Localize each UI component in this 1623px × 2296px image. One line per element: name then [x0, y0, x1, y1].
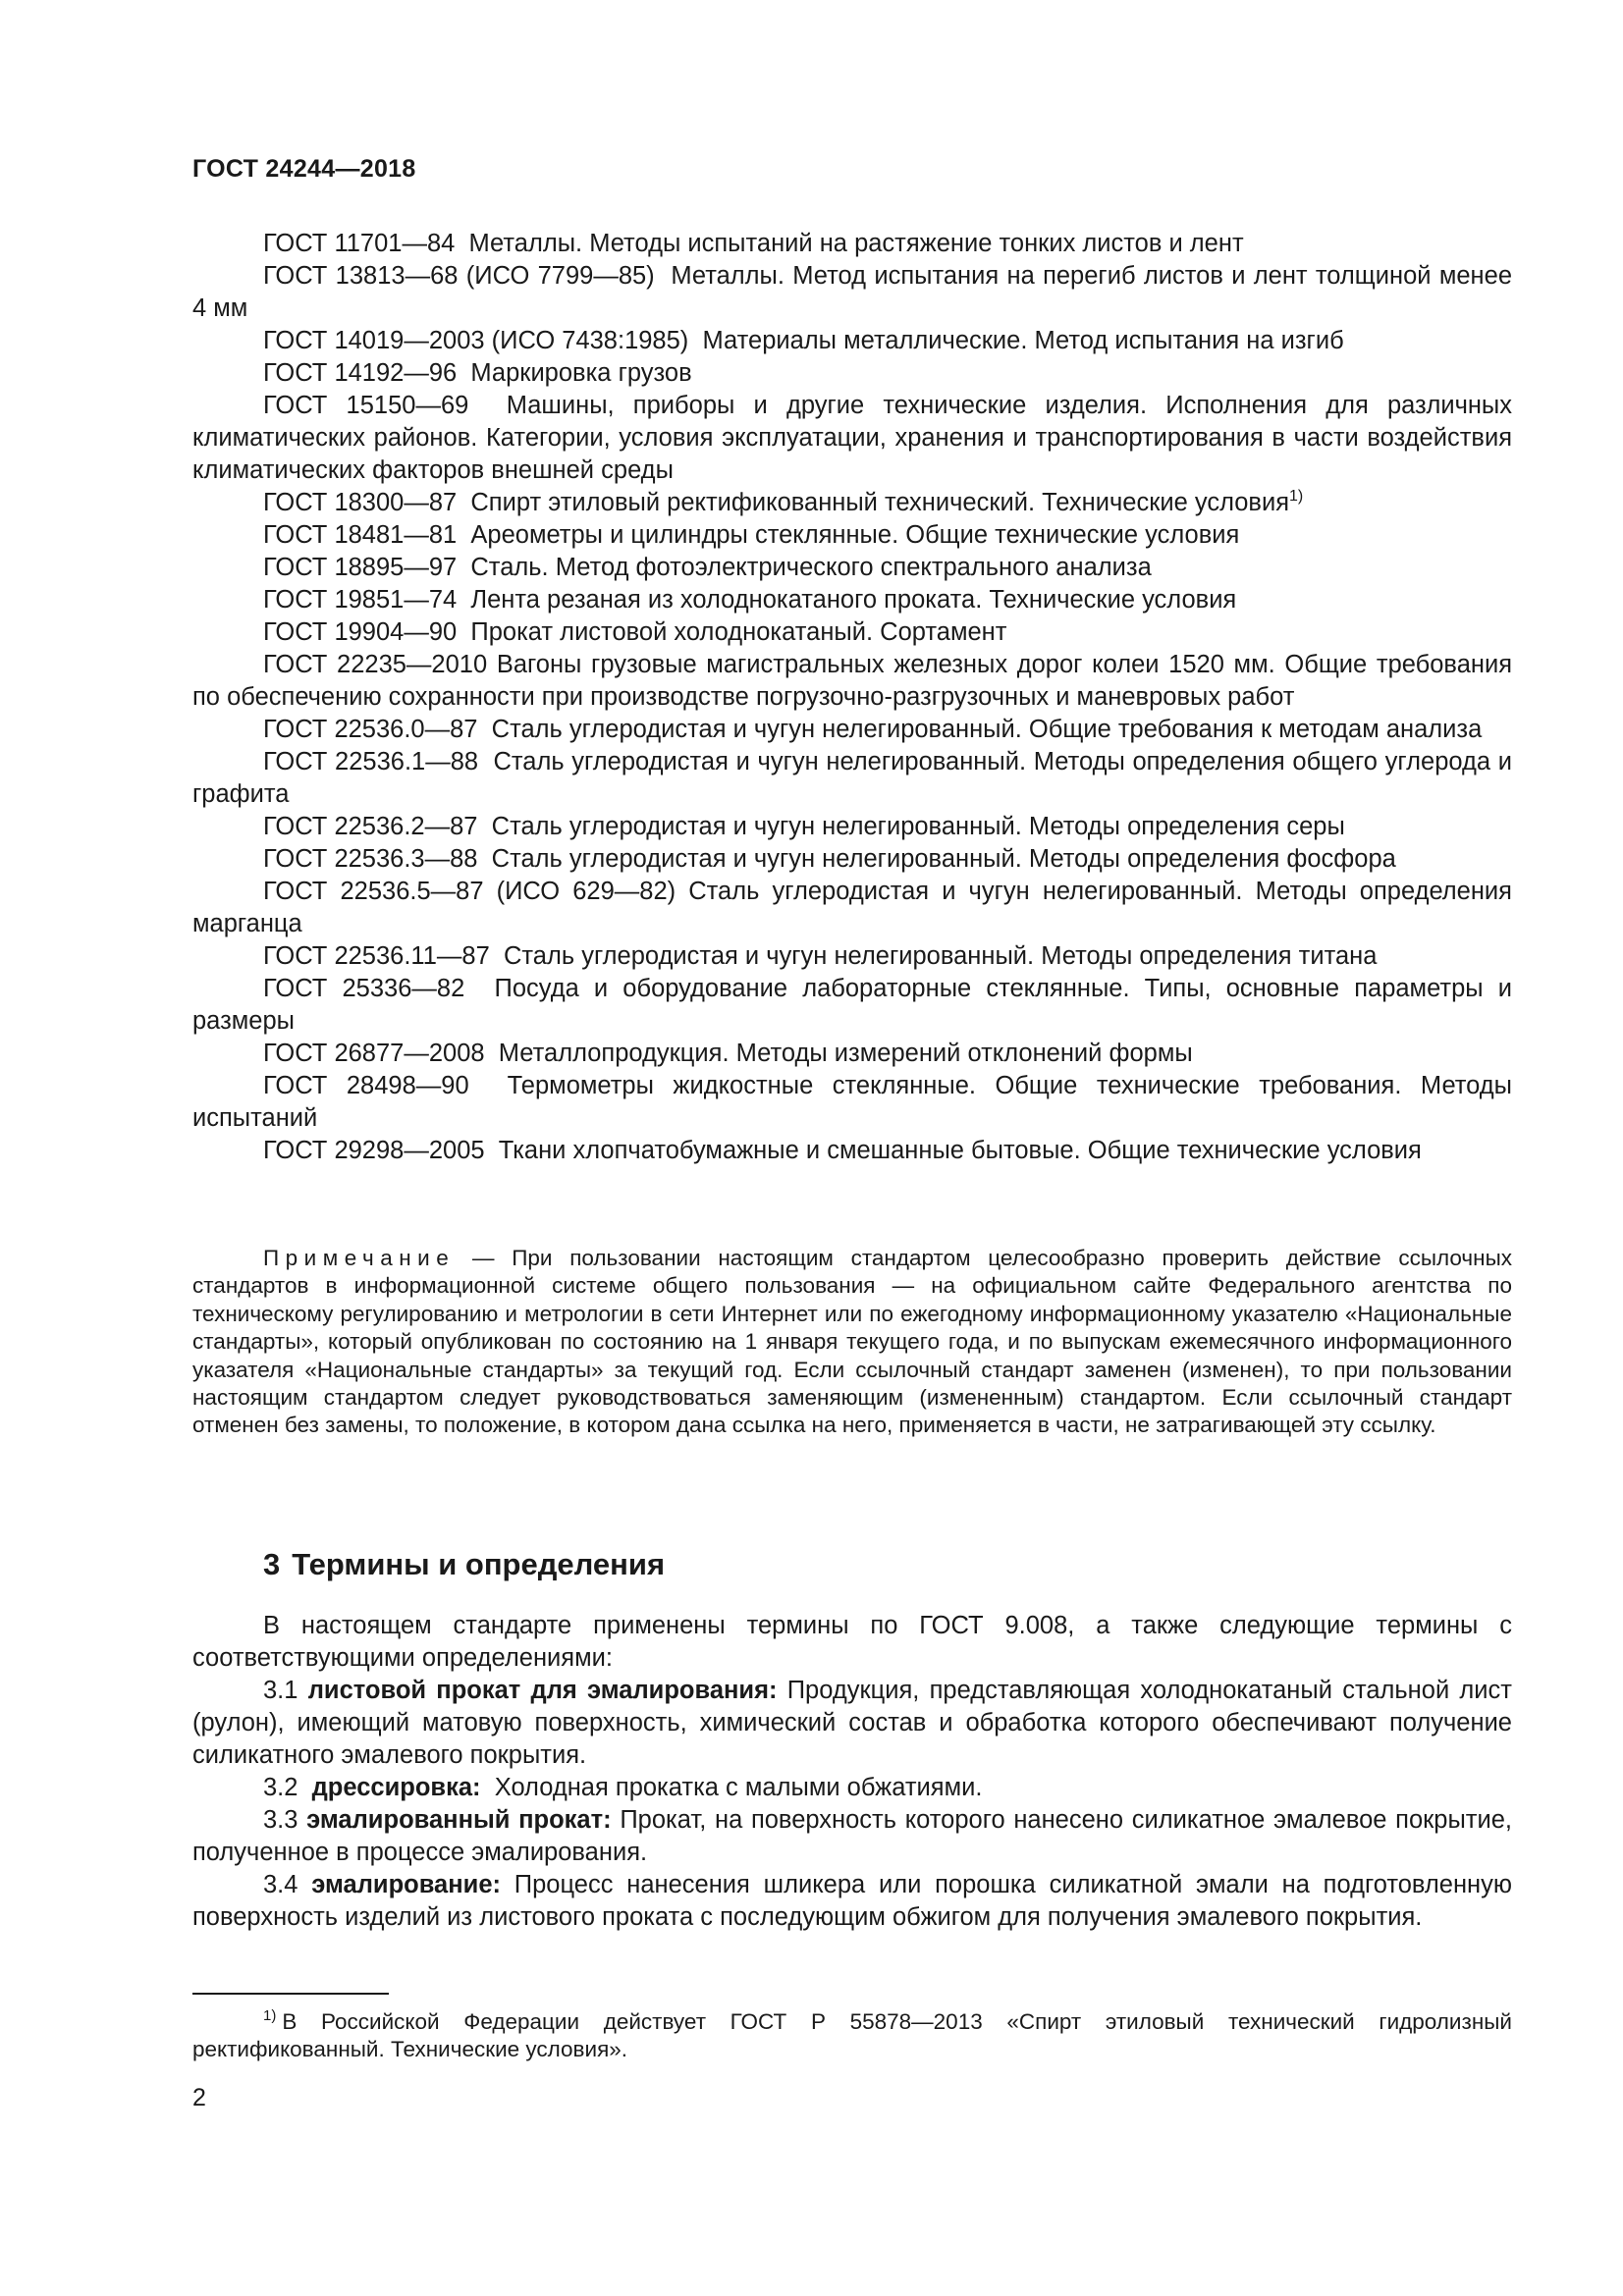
reference-item: [192, 1070, 1512, 1135]
reference-item: [192, 487, 1512, 519]
term-text: Холодная прокатка с малыми обжатиями.: [494, 1774, 983, 1801]
reference-title: Сталь углеродистая и чугун нелегированный. Методы определения титана: [503, 942, 1378, 970]
reference-code: ГОСТ 14192—96: [263, 359, 458, 387]
reference-code: ГОСТ 22536.3—88: [263, 845, 478, 873]
reference-code: ГОСТ 11701—84: [263, 230, 456, 257]
term-definition: [192, 1772, 1512, 1804]
reference-item: [192, 811, 1512, 843]
reference-code: ГОСТ 22235—2010: [263, 651, 488, 678]
term-name: эмалированный прокат:: [306, 1806, 612, 1834]
reference-item: [192, 325, 1512, 357]
section-number: 3: [263, 1547, 281, 1581]
note-label: Примечание: [263, 1246, 456, 1270]
term-name: листовой прокат для эмалирования:: [307, 1677, 778, 1704]
terms-block: [192, 1610, 1512, 1934]
reference-item: [192, 616, 1512, 649]
term-number: 3.1: [263, 1677, 298, 1704]
reference-title: Сталь углеродистая и чугун нелегированный. Общие требования к методам анализа: [491, 716, 1483, 743]
normative-references: [192, 228, 1512, 1167]
reference-code: ГОСТ 26877—2008: [263, 1040, 485, 1067]
footnote-text: В Российской Федерации действует ГОСТ Р 55878—2013 «Спирт этиловый технический гидролизный ректификованный. Технические условия».: [192, 2009, 1512, 2062]
reference-title: Материалы металлические. Метод испытания на изгиб: [702, 327, 1344, 354]
reference-code: ГОСТ 19904—90: [263, 618, 458, 646]
section-heading: [263, 1547, 665, 1582]
reference-title: Сталь углеродистая и чугун нелегированный. Методы определения фосфора: [491, 845, 1396, 873]
document-header: ГОСТ 24244—2018: [192, 155, 416, 183]
reference-title: Сталь. Метод фотоэлектрического спектрального анализа: [470, 554, 1152, 581]
section-title: Термины и определения: [292, 1547, 666, 1581]
reference-title: Ткани хлопчатобумажные и смешанные бытовые. Общие технические условия: [498, 1137, 1422, 1164]
reference-code: ГОСТ 15150—69: [263, 392, 469, 419]
reference-title: Сталь углеродистая и чугун нелегированный. Методы определения марганца: [192, 878, 1512, 937]
reference-title: Металлы. Методы испытаний на растяжение тонких листов и лент: [468, 230, 1244, 257]
term-number: 3.2: [263, 1774, 298, 1801]
reference-item: [192, 714, 1512, 746]
reference-title: Вагоны грузовые магистральных железных дорог колеи 1520 мм. Общие требования по обеспечению сохранности при производстве погрузочно-разгрузочных и маневровых работ: [192, 651, 1513, 711]
reference-item: [192, 260, 1512, 325]
term-name: дрессировка:: [311, 1774, 481, 1801]
note-block: [192, 1245, 1512, 1440]
reference-code: ГОСТ 13813—68 (ИСО 7799—85): [263, 262, 655, 290]
reference-item: [192, 552, 1512, 584]
footnote-mark: 1): [263, 2007, 277, 2024]
reference-code: ГОСТ 18300—87: [263, 489, 458, 516]
reference-code: ГОСТ 28498—90: [263, 1072, 469, 1099]
reference-item: [192, 746, 1512, 811]
footnote-divider: [192, 1993, 389, 1995]
reference-item: [192, 1038, 1512, 1070]
term-name: эмалирование:: [311, 1871, 501, 1898]
reference-code: ГОСТ 22536.5—87 (ИСО 629—82): [263, 878, 676, 905]
term-text: Прокат, на поверхность которого нанесено силикатное эмалевое покрытие, полученное в процессе эмалирования.: [192, 1806, 1512, 1866]
reference-item: [192, 519, 1512, 552]
footnote-mark: 1): [1289, 488, 1304, 505]
reference-code: ГОСТ 18895—97: [263, 554, 458, 581]
reference-item: [192, 940, 1512, 973]
reference-item: [192, 843, 1512, 876]
reference-item: [192, 584, 1512, 616]
reference-item: [192, 228, 1512, 260]
reference-code: ГОСТ 18481—81: [263, 521, 458, 549]
reference-code: ГОСТ 22536.0—87: [263, 716, 478, 743]
reference-title: Лента резаная из холоднокатаного проката. Технические условия: [470, 586, 1237, 614]
reference-title: Спирт этиловый ректификованный технический. Технические условия: [470, 489, 1290, 516]
term-number: 3.3: [263, 1806, 298, 1834]
reference-item: [192, 649, 1512, 714]
reference-item: [192, 876, 1512, 940]
reference-code: ГОСТ 25336—82: [263, 975, 465, 1002]
term-definition: [192, 1804, 1512, 1869]
term-definition: [192, 1675, 1512, 1772]
term-text: Процесс нанесения шликера или порошка силикатной эмали на подготовленную поверхность изделий из листового проката с последующим обжигом для получения эмалевого покрытия.: [192, 1871, 1512, 1931]
note-text: — При пользовании настоящим стандартом целесообразно проверить действие ссылочных стандартов в информационной системе общего пользования — на официальном сайте Федерального агентства по техническому регулированию и метрологии в сети Интернет или по ежегодному информационному указателю «Национальные стандарты», который опубликован по состоянию на 1 января текущего года, и по выпускам ежемесячного информационного указателя «Национальные стандарты» за текущий год. Если ссылочный стандарт заменен (изменен), то при пользовании настоящим стандартом следует руководствоваться заменяющим (измененным) стандартом. Если ссылочный стандарт отменен без замены, то положение, в котором дана ссылка на него, применяется в части, не затрагивающей эту ссылку.: [192, 1246, 1512, 1438]
reference-title: Прокат листовой холоднокатаный. Сортамент: [470, 618, 1007, 646]
reference-title: Маркировка грузов: [470, 359, 692, 387]
reference-code: ГОСТ 14019—2003 (ИСО 7438:1985): [263, 327, 689, 354]
reference-code: ГОСТ 22536.1—88: [263, 748, 479, 775]
reference-item: [192, 1135, 1512, 1167]
reference-title: Термометры жидкостные стеклянные. Общие технические требования. Методы испытаний: [192, 1072, 1513, 1132]
reference-item: [192, 973, 1512, 1038]
reference-title: Сталь углеродистая и чугун нелегированный. Методы определения серы: [491, 813, 1345, 840]
reference-item: [192, 357, 1512, 390]
reference-code: ГОСТ 22536.2—87: [263, 813, 478, 840]
term-number: 3.4: [263, 1871, 298, 1898]
term-definition: [192, 1869, 1512, 1934]
term-text: Продукция, представляющая холоднокатаный стальной лист (рулон), имеющий матовую поверхность, химический состав и обработка которого обеспечивают получение силикатного эмалевого покрытия.: [192, 1677, 1512, 1769]
reference-code: ГОСТ 29298—2005: [263, 1137, 485, 1164]
reference-title: Металлопродукция. Методы измерений отклонений формы: [498, 1040, 1193, 1067]
section-intro: В настоящем стандарте применены термины по ГОСТ 9.008, а также следующие термины с соответствующими определениями:: [192, 1612, 1512, 1672]
reference-title: Посуда и оборудование лабораторные стеклянные. Типы, основные параметры и размеры: [192, 975, 1512, 1035]
reference-title: Машины, приборы и другие технические изделия. Исполнения для различных климатических районов. Категории, условия эксплуатации, хранения и транспортирования в части воздействия климатических факторов внешней среды: [192, 392, 1513, 484]
footnote: [192, 2008, 1512, 2064]
reference-code: ГОСТ 22536.11—87: [263, 942, 490, 970]
reference-title: Металлы. Метод испытания на перегиб листов и лент толщиной менее 4 мм: [192, 262, 1513, 322]
reference-title: Сталь углеродистая и чугун нелегированный. Методы определения общего углерода и графита: [192, 748, 1512, 808]
page-number: 2: [192, 2084, 206, 2111]
reference-code: ГОСТ 19851—74: [263, 586, 458, 614]
reference-title: Ареометры и цилиндры стеклянные. Общие технические условия: [470, 521, 1240, 549]
reference-item: [192, 390, 1512, 487]
